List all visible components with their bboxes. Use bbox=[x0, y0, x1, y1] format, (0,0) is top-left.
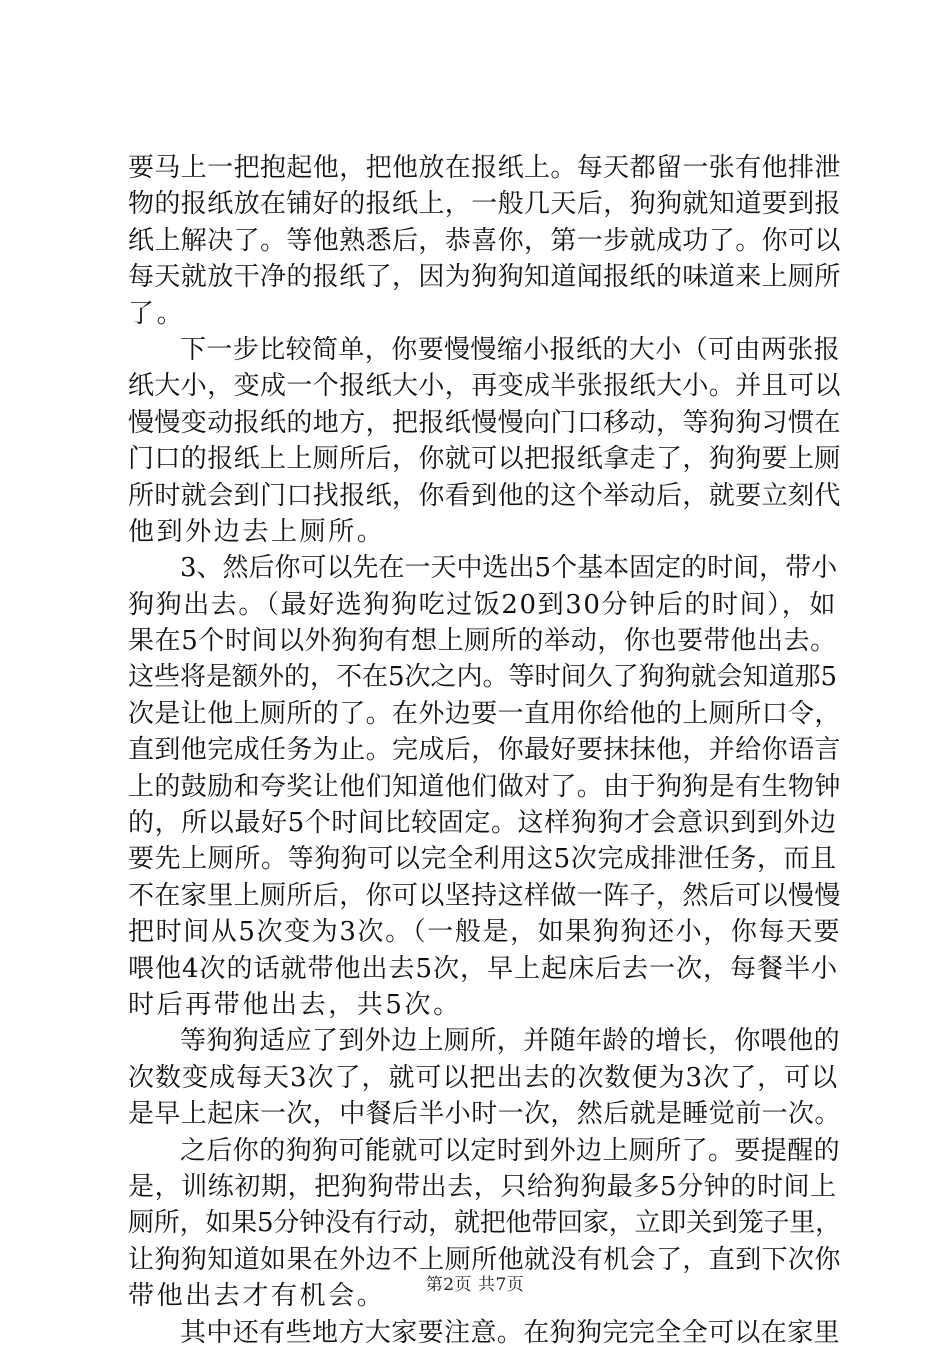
text-line: 每天就放干净的报纸了，因为狗狗知道闻报纸的味道来上厕所 bbox=[128, 262, 841, 293]
text-line: 带他出去才有机会。 bbox=[128, 1281, 386, 1312]
paragraph-start-line: 等狗狗适应了到外边上厕所，并随年龄的增长，你喂他的 bbox=[180, 1026, 841, 1057]
text-line: 直到他完成任务为止。完成后，你最好要抹抹他，并给你语言 bbox=[128, 735, 841, 766]
text-line: 时后再带他出去，共5次。 bbox=[128, 989, 462, 1020]
text-line: 次数变成每天3次了，就可以把出去的次数便为3次了，可以 bbox=[128, 1062, 839, 1093]
text-line: 纸上解决了。等他熟悉后，恭喜你，第一步就成功了。你可以 bbox=[128, 225, 841, 256]
text-line: 厕所，如果5分钟没有行动，就把他带回家，立即关到笼子里， bbox=[128, 1208, 841, 1239]
paragraph-start-line: 其中还有些地方大家要注意。在狗狗完完全全可以在家里 bbox=[180, 1317, 841, 1348]
document-body bbox=[128, 150, 840, 1351]
text-line: 次是让他上厕所的了。在外边要一直用你给他的上厕所口令， bbox=[128, 698, 841, 729]
page-number-footer: 第2页 共7页 bbox=[425, 1275, 525, 1295]
text-line: 纸大小，变成一个报纸大小，再变成半张报纸大小。并且可以 bbox=[128, 371, 841, 402]
text-line: 这些将是额外的，不在5次之内。等时间久了狗狗就会知道那5 bbox=[128, 662, 838, 693]
text-line: 要先上厕所。等狗狗可以完全利用这5次完成排泄任务，而且 bbox=[128, 844, 837, 875]
text-line: 是早上起床一次，中餐后半小时一次，然后就是睡觉前一次。 bbox=[128, 1099, 841, 1130]
paragraph-start-line: 之后你的狗狗可能就可以定时到外边上厕所了。要提醒的 bbox=[180, 1135, 841, 1166]
text-line: 狗狗出去。（最好选狗狗吃过饭20到30分钟后的时间），如 bbox=[128, 589, 837, 620]
text-line: 他到外边去上厕所。 bbox=[128, 516, 386, 547]
paragraph-start-line: 3、然后你可以先在一天中选出5个基本固定的时间，带小 bbox=[180, 553, 838, 584]
text-line: 不在家里上厕所后，你可以坚持这样做一阵子，然后可以慢慢 bbox=[128, 880, 841, 911]
text-line: 的，所以最好5个时间比较固定。这样狗狗才会意识到到外边 bbox=[128, 808, 837, 839]
text-line: 喂他4次的话就带他出去5次，早上起床后去一次，每餐半小 bbox=[128, 953, 839, 984]
text-line: 门口的报纸上上厕所后，你就可以把报纸拿走了，狗狗要上厕 bbox=[128, 444, 841, 475]
text-line: 所时就会到门口找报纸，你看到他的这个举动后，就要立刻代 bbox=[128, 480, 841, 511]
text-line: 慢慢变动报纸的地方，把报纸慢慢向门口移动，等狗狗习惯在 bbox=[128, 407, 841, 438]
text-line: 是，训练初期，把狗狗带出去，只给狗狗最多5分钟的时间上 bbox=[128, 1171, 837, 1202]
text-line: 要马上一把抱起他，把他放在报纸上。每天都留一张有他排泄 bbox=[128, 153, 841, 183]
text-line: 了。 bbox=[128, 298, 186, 329]
text-line: 上的鼓励和夸奖让他们知道他们做对了。由于狗狗是有生物钟 bbox=[128, 771, 841, 802]
paragraph-start-line: 下一步比较简单，你要慢慢缩小报纸的大小（可由两张报 bbox=[180, 334, 841, 365]
text-line: 让狗狗知道如果在外边不上厕所他就没有机会了，直到下次你 bbox=[128, 1244, 841, 1275]
text-line: 把时间从5次变为3次。（一般是，如果狗狗还小，你每天要 bbox=[128, 917, 842, 948]
text-line: 果在5个时间以外狗狗有想上厕所的举动，你也要带他出去。 bbox=[128, 626, 837, 657]
text-line: 物的报纸放在铺好的报纸上，一般几天后，狗狗就知道要到报 bbox=[128, 189, 841, 220]
